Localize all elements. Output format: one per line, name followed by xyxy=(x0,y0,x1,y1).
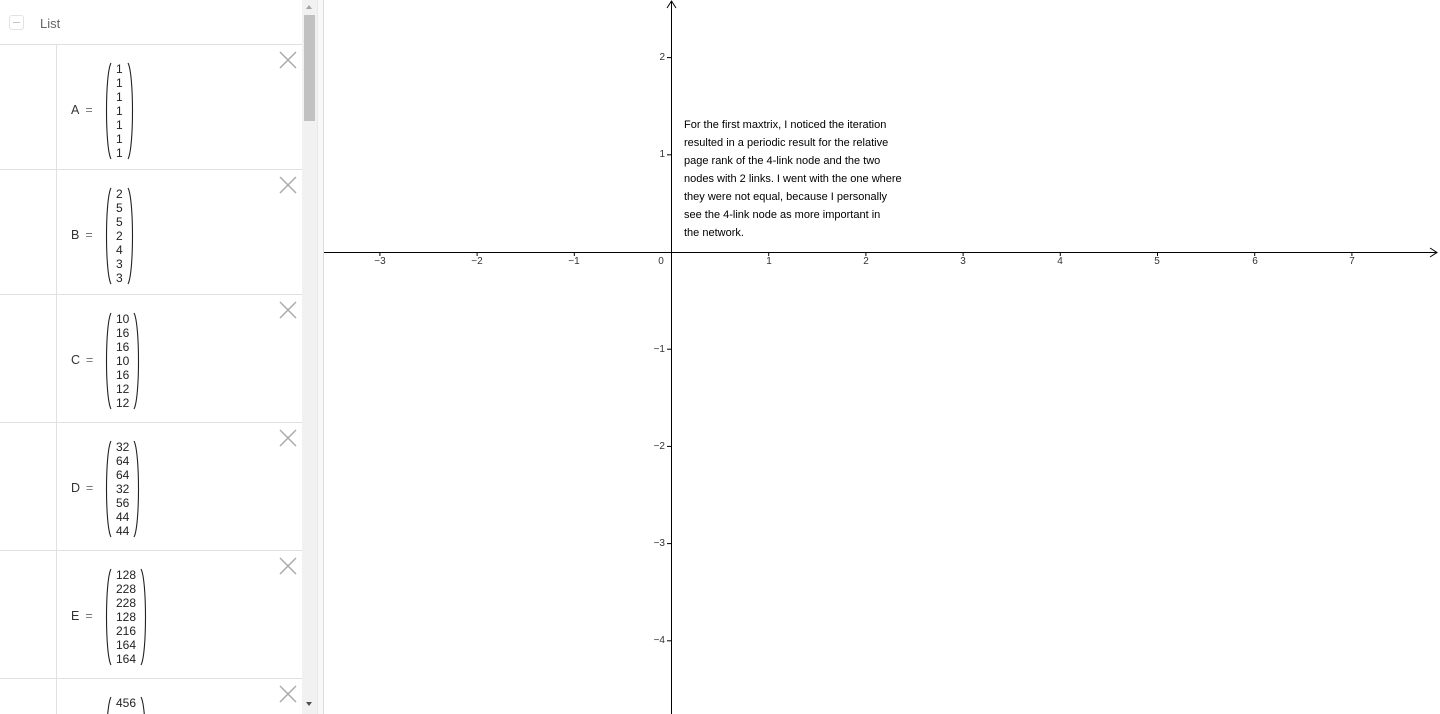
matrix-value: 3 xyxy=(116,271,123,285)
view-splitter[interactable] xyxy=(317,0,324,714)
matrix-values xyxy=(112,187,127,285)
text-note[interactable] xyxy=(684,116,902,242)
matrix-value: 16 xyxy=(116,340,130,354)
matrix-value: 32 xyxy=(116,482,130,496)
x-tick-label: −3 xyxy=(374,256,386,267)
y-tick-label: −1 xyxy=(653,344,665,355)
y-tick-label: 1 xyxy=(659,149,665,160)
x-tick-label: 5 xyxy=(1154,256,1160,267)
matrix-value: 164 xyxy=(116,652,137,666)
object-label xyxy=(71,353,93,367)
matrix-value: 228 xyxy=(116,596,137,610)
matrix-value: 1 xyxy=(116,146,123,160)
y-tick-label: 2 xyxy=(659,52,665,63)
graphics-view[interactable] xyxy=(324,0,1440,714)
close-icon[interactable] xyxy=(279,51,297,69)
close-icon[interactable] xyxy=(279,176,297,194)
object-name: B xyxy=(71,228,80,242)
right-paren-icon xyxy=(127,62,135,160)
x-tick-label: 2 xyxy=(863,256,869,267)
equals-sign: = xyxy=(86,353,94,367)
list-item-b[interactable] xyxy=(0,170,302,295)
y-tick-label: −4 xyxy=(653,635,665,646)
matrix-value: 1 xyxy=(116,76,123,90)
list-item-a[interactable] xyxy=(0,45,302,170)
y-tick-label: −2 xyxy=(653,441,665,452)
x-tick-label: −1 xyxy=(568,256,580,267)
object-name: C xyxy=(71,353,81,367)
matrix-value: 128 xyxy=(116,568,137,582)
matrix-value: 1 xyxy=(116,132,123,146)
matrix-value: 2 xyxy=(116,187,123,201)
algebra-header xyxy=(0,0,302,45)
text-note-line: For the first maxtrix, I noticed the iteration xyxy=(684,119,887,131)
matrix-value: 44 xyxy=(116,510,130,524)
object-name: E xyxy=(71,609,80,623)
minus-icon[interactable] xyxy=(9,15,24,30)
matrix-value: 56 xyxy=(116,496,130,510)
arrow-down-icon[interactable] xyxy=(306,702,312,706)
row-marker[interactable] xyxy=(0,295,57,422)
matrix-value: 1 xyxy=(116,104,123,118)
row-marker[interactable] xyxy=(0,45,57,169)
list-item-d[interactable] xyxy=(0,423,302,551)
list-item-f[interactable] xyxy=(0,679,302,714)
matrix-value: 16 xyxy=(116,368,130,382)
equals-sign: = xyxy=(85,228,93,242)
matrix-value: 12 xyxy=(116,396,130,410)
x-tick-label: 4 xyxy=(1057,256,1063,267)
scrollbar-thumb[interactable] xyxy=(304,15,315,121)
text-note-line: page rank of the 4-link node and the two xyxy=(684,155,881,167)
x-tick-label: 3 xyxy=(960,256,966,267)
matrix-value: 32 xyxy=(116,440,130,454)
y-tick-labels xyxy=(324,0,665,714)
matrix-values xyxy=(112,440,133,538)
arrow-up-icon[interactable] xyxy=(306,5,312,9)
matrix-value: 216 xyxy=(116,624,137,638)
matrix-value: 10 xyxy=(116,354,130,368)
text-note-line: they were not equal, because I personally xyxy=(684,191,888,203)
matrix-value: 1 xyxy=(116,90,123,104)
matrix-values xyxy=(112,696,140,714)
row-marker[interactable] xyxy=(0,423,57,550)
left-paren-icon xyxy=(104,187,112,285)
x-tick-label: 1 xyxy=(766,256,772,267)
matrix-values xyxy=(112,568,140,666)
close-icon[interactable] xyxy=(279,685,297,703)
object-name: D xyxy=(71,481,81,495)
close-icon[interactable] xyxy=(279,301,297,319)
matrix-value: 128 xyxy=(116,610,137,624)
right-paren-icon xyxy=(133,312,141,410)
matrix-value: 44 xyxy=(116,524,130,538)
text-note-line: nodes with 2 links. I went with the one where xyxy=(684,173,902,185)
object-label xyxy=(71,228,93,242)
equals-sign: = xyxy=(85,103,93,117)
list-item-e[interactable] xyxy=(0,551,302,679)
object-label xyxy=(71,481,93,495)
x-tick-label: 7 xyxy=(1349,256,1355,267)
matrix-f xyxy=(104,696,148,714)
right-paren-icon xyxy=(140,696,148,714)
matrix-value: 164 xyxy=(116,638,137,652)
matrix-c xyxy=(104,312,141,410)
matrix-value: 228 xyxy=(116,582,137,596)
row-marker[interactable] xyxy=(0,679,57,714)
algebra-scrollbar[interactable] xyxy=(302,0,317,714)
close-icon[interactable] xyxy=(279,557,297,575)
list-item-c[interactable] xyxy=(0,295,302,423)
object-label xyxy=(71,609,93,623)
object-label xyxy=(71,103,93,117)
y-tick-marks xyxy=(667,58,671,641)
algebra-title: List xyxy=(40,16,61,31)
right-paren-icon xyxy=(133,440,141,538)
text-note-line: resulted in a periodic result for the relative xyxy=(684,137,889,149)
matrix-value: 10 xyxy=(116,312,130,326)
equals-sign: = xyxy=(85,609,93,623)
text-note-line: see the 4-link node as more important in xyxy=(684,209,881,221)
x-tick-label: −2 xyxy=(471,256,483,267)
matrix-value: 5 xyxy=(116,215,123,229)
left-paren-icon xyxy=(104,696,112,714)
matrix-value: 4 xyxy=(116,243,123,257)
matrix-values xyxy=(112,312,133,410)
matrix-value: 1 xyxy=(116,62,123,76)
text-note-line: the network. xyxy=(684,227,744,239)
matrix-value: 16 xyxy=(116,326,130,340)
matrix-value: 64 xyxy=(116,468,130,482)
object-name: A xyxy=(71,103,80,117)
left-paren-icon xyxy=(104,568,112,666)
matrix-value: 2 xyxy=(116,229,123,243)
right-paren-icon xyxy=(140,568,148,666)
matrix-value: 12 xyxy=(116,382,130,396)
right-paren-icon xyxy=(127,187,135,285)
matrix-value: 64 xyxy=(116,454,130,468)
left-paren-icon xyxy=(104,62,112,160)
row-marker[interactable] xyxy=(0,551,57,678)
close-icon[interactable] xyxy=(279,429,297,447)
x-tick-label: 6 xyxy=(1252,256,1258,267)
matrix-value: 5 xyxy=(116,201,123,215)
y-tick-label: −3 xyxy=(653,538,665,549)
origin-label: 0 xyxy=(658,256,664,267)
matrix-value: 3 xyxy=(116,257,123,271)
row-marker[interactable] xyxy=(0,170,57,294)
matrix-e xyxy=(104,568,148,666)
left-paren-icon xyxy=(104,440,112,538)
matrix-value: 1 xyxy=(116,118,123,132)
left-paren-icon xyxy=(104,312,112,410)
matrix-d xyxy=(104,440,141,538)
matrix-b xyxy=(104,187,135,285)
matrix-a xyxy=(104,62,135,160)
algebra-view xyxy=(0,0,302,714)
equals-sign: = xyxy=(86,481,94,495)
matrix-values xyxy=(112,62,127,160)
matrix-value: 456 xyxy=(116,696,137,710)
